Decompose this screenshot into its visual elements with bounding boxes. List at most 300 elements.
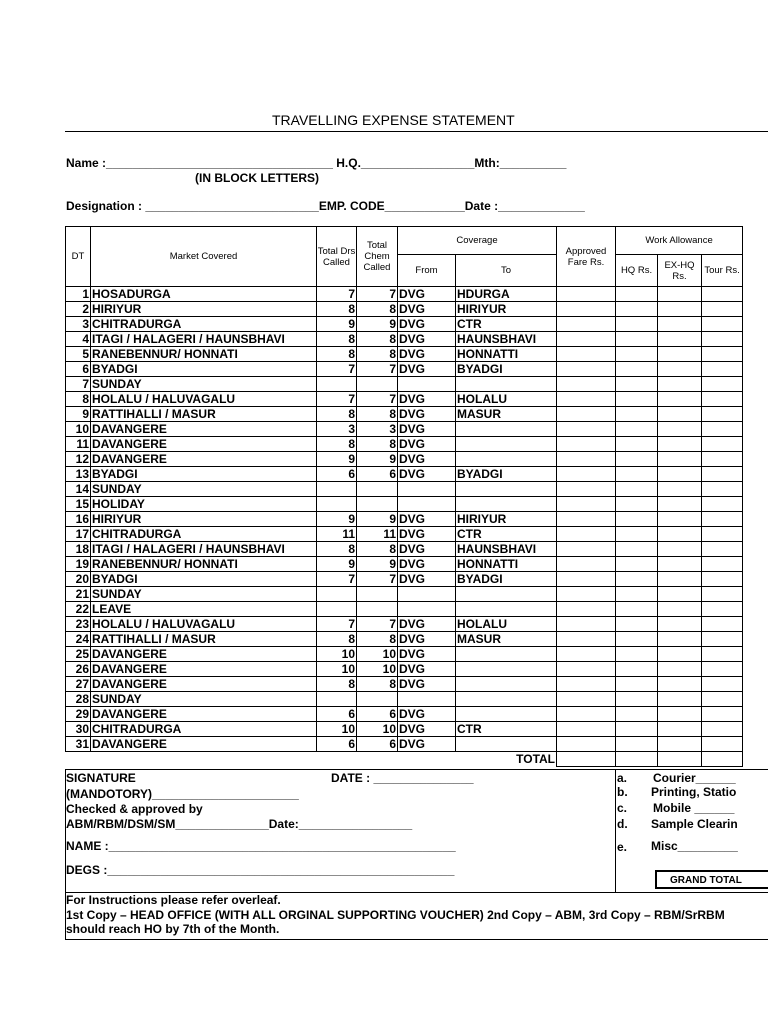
cell-hq (616, 377, 658, 392)
cell-dt: 24 (66, 632, 91, 647)
cell-fare (557, 527, 616, 542)
cell-tour (702, 587, 743, 602)
cell-exhq (658, 737, 702, 752)
cell-to: HIRIYUR (456, 302, 557, 317)
col-header-to: To (456, 255, 557, 287)
cell-to: HOLALU (456, 392, 557, 407)
table-row (66, 602, 743, 617)
cell-hq (616, 302, 658, 317)
cell-market: CHITRADURGA (91, 527, 317, 542)
cell-market: RANEBENNUR/ HONNATI (91, 347, 317, 362)
cell-from: DVG (398, 437, 456, 452)
cell-chem: 8 (357, 632, 398, 647)
cell-hq (616, 362, 658, 377)
cell-fare (557, 482, 616, 497)
cell-chem: 6 (357, 467, 398, 482)
item-b-letter: b. (617, 785, 628, 799)
col-header-fare: Approved Fare Rs. (557, 227, 616, 287)
footer-instructions: For Instructions please refer overleaf. (66, 893, 281, 907)
cell-dt: 7 (66, 377, 91, 392)
cell-exhq (658, 557, 702, 572)
cell-tour (702, 557, 743, 572)
table-row (66, 542, 743, 557)
cell-hq (616, 572, 658, 587)
item-d-letter: d. (617, 817, 628, 831)
cell-exhq (658, 632, 702, 647)
cell-chem: 6 (357, 707, 398, 722)
cell-from: DVG (398, 572, 456, 587)
cell-dt: 9 (66, 407, 91, 422)
cell-dt: 29 (66, 707, 91, 722)
cell-market: DAVANGERE (91, 437, 317, 452)
footer-copies: 1st Copy – HEAD OFFICE (WITH ALL ORGINAL SUPPORTING VOUCHER) 2nd Copy – ABM, 3rd Copy – RBM/SrRBM (66, 908, 725, 922)
cell-chem: 10 (357, 647, 398, 662)
cell-market: SUNDAY (91, 377, 317, 392)
cell-chem: 9 (357, 512, 398, 527)
cell-tour (702, 302, 743, 317)
name-hq-month-line: Name :__________________________________ H.Q._________________Mth:__________ (66, 156, 567, 170)
page-title: TRAVELLING EXPENSE STATEMENT (272, 112, 515, 128)
cell-to (456, 662, 557, 677)
cell-drs: 6 (317, 737, 357, 752)
col-header-drs: Total Drs Called (317, 227, 357, 287)
cell-hq (616, 467, 658, 482)
cell-market: RANEBENNUR/ HONNATI (91, 557, 317, 572)
cell-hq (616, 452, 658, 467)
cell-drs: 8 (317, 632, 357, 647)
cell-from: DVG (398, 662, 456, 677)
cell-tour (702, 287, 743, 302)
cell-chem: 11 (357, 527, 398, 542)
cell-tour (702, 677, 743, 692)
cell-dt: 6 (66, 362, 91, 377)
cell-fare (557, 347, 616, 362)
cell-drs: 10 (317, 647, 357, 662)
cell-hq (616, 512, 658, 527)
cell-to: HAUNSBHAVI (456, 542, 557, 557)
cell-to: HIRIYUR (456, 512, 557, 527)
table-row (66, 557, 743, 572)
cell-tour (702, 542, 743, 557)
cell-fare (557, 572, 616, 587)
total-label: TOTAL (66, 752, 557, 767)
cell-tour (702, 662, 743, 677)
cell-hq (616, 617, 658, 632)
cell-exhq (658, 317, 702, 332)
cell-fare (557, 557, 616, 572)
cell-hq (616, 707, 658, 722)
cell-drs (317, 482, 357, 497)
cell-dt: 2 (66, 302, 91, 317)
cell-from: DVG (398, 407, 456, 422)
cell-market: RATTIHALLI / MASUR (91, 407, 317, 422)
table-row (66, 377, 743, 392)
cell-from: DVG (398, 737, 456, 752)
cell-drs: 8 (317, 302, 357, 317)
cell-from: DVG (398, 392, 456, 407)
cell-hq (616, 722, 658, 737)
cell-dt: 19 (66, 557, 91, 572)
cell-drs: 9 (317, 512, 357, 527)
cell-tour (702, 407, 743, 422)
cell-exhq (658, 452, 702, 467)
checked-approved-label: Checked & approved by (66, 802, 203, 816)
col-header-exhq: EX-HQ Rs. (658, 255, 702, 287)
cell-from: DVG (398, 617, 456, 632)
cell-exhq (658, 407, 702, 422)
cell-fare (557, 392, 616, 407)
cell-chem (357, 482, 398, 497)
cell-from: DVG (398, 362, 456, 377)
cell-to (456, 707, 557, 722)
cell-dt: 13 (66, 467, 91, 482)
table-row (66, 617, 743, 632)
signature-label: SIGNATURE (66, 771, 136, 785)
cell-to: HDURGA (456, 287, 557, 302)
cell-to: CTR (456, 317, 557, 332)
cell-to (456, 602, 557, 617)
cell-exhq (658, 692, 702, 707)
cell-from: DVG (398, 302, 456, 317)
col-header-tour: Tour Rs. (702, 255, 743, 287)
table-body (66, 287, 743, 767)
cell-market: DAVANGERE (91, 662, 317, 677)
cell-to: CTR (456, 527, 557, 542)
cell-dt: 31 (66, 737, 91, 752)
cell-from: DVG (398, 512, 456, 527)
cell-fare (557, 497, 616, 512)
cell-to (456, 437, 557, 452)
signature-date-field: DATE : _______________ (331, 771, 474, 785)
cell-from: DVG (398, 347, 456, 362)
cell-to (456, 497, 557, 512)
cell-exhq (658, 617, 702, 632)
cell-market: RATTIHALLI / MASUR (91, 632, 317, 647)
cell-from: DVG (398, 452, 456, 467)
cell-chem: 8 (357, 542, 398, 557)
cell-dt: 25 (66, 647, 91, 662)
cell-chem (357, 377, 398, 392)
cell-tour (702, 722, 743, 737)
cell-to: BYADGI (456, 467, 557, 482)
cell-to (456, 692, 557, 707)
cell-tour (702, 647, 743, 662)
cell-chem: 8 (357, 407, 398, 422)
cell-to (456, 377, 557, 392)
cell-fare (557, 602, 616, 617)
cell-dt: 28 (66, 692, 91, 707)
cell-fare (557, 332, 616, 347)
cell-to: HONNATTI (456, 347, 557, 362)
table-row (66, 587, 743, 602)
cell-tour (702, 422, 743, 437)
cell-dt: 30 (66, 722, 91, 737)
cell-chem: 9 (357, 317, 398, 332)
cell-fare (557, 452, 616, 467)
cell-drs (317, 497, 357, 512)
cell-exhq (658, 287, 702, 302)
cell-dt: 27 (66, 677, 91, 692)
cell-market: DAVANGERE (91, 737, 317, 752)
cell-drs: 10 (317, 722, 357, 737)
cell-from: DVG (398, 317, 456, 332)
cell-hq (616, 677, 658, 692)
cell-chem (357, 602, 398, 617)
cell-tour (702, 482, 743, 497)
cell-chem: 10 (357, 662, 398, 677)
cell-from: DVG (398, 332, 456, 347)
cell-dt: 20 (66, 572, 91, 587)
cell-tour (702, 737, 743, 752)
expense-table (65, 226, 743, 767)
cell-dt: 22 (66, 602, 91, 617)
cell-drs (317, 587, 357, 602)
cell-tour (702, 602, 743, 617)
cell-chem (357, 497, 398, 512)
cell-market: LEAVE (91, 602, 317, 617)
col-header-from: From (398, 255, 456, 287)
item-courier: Courier______ (653, 771, 736, 785)
cell-hq (616, 692, 658, 707)
table-row (66, 332, 743, 347)
table-row (66, 287, 743, 302)
cell-hq (616, 587, 658, 602)
table-row (66, 527, 743, 542)
table-row (66, 437, 743, 452)
cell-exhq (658, 437, 702, 452)
cell-market: HOSADURGA (91, 287, 317, 302)
cell-exhq (658, 422, 702, 437)
table-row (66, 422, 743, 437)
cell-hq (616, 557, 658, 572)
cell-chem: 3 (357, 422, 398, 437)
cell-chem: 10 (357, 722, 398, 737)
cell-chem: 7 (357, 287, 398, 302)
footer-deadline: should reach HO by 7th of the Month. (66, 922, 280, 936)
cell-from: DVG (398, 647, 456, 662)
cell-hq (616, 332, 658, 347)
table-row (66, 572, 743, 587)
designation-empcode-date-line: Designation : __________________________EMP. CODE____________Date :_____________ (66, 199, 585, 213)
cell-hq (616, 662, 658, 677)
cell-tour (702, 347, 743, 362)
cell-exhq (658, 707, 702, 722)
cell-fare (557, 287, 616, 302)
table-row (66, 407, 743, 422)
cell-tour (702, 497, 743, 512)
cell-drs (317, 377, 357, 392)
col-header-market: Market Covered (91, 227, 317, 287)
cell-fare (557, 512, 616, 527)
cell-market: CHITRADURGA (91, 722, 317, 737)
cell-drs: 6 (317, 467, 357, 482)
cell-drs: 10 (317, 662, 357, 677)
cell-exhq (658, 662, 702, 677)
cell-from (398, 377, 456, 392)
cell-market: HOLALU / HALUVAGALU (91, 392, 317, 407)
cell-hq (616, 737, 658, 752)
col-header-chem: Total Chem Called (357, 227, 398, 287)
cell-chem: 9 (357, 557, 398, 572)
cell-dt: 14 (66, 482, 91, 497)
grand-total-box: GRAND TOTAL (655, 870, 768, 889)
cell-tour (702, 437, 743, 452)
table-row (66, 677, 743, 692)
approver-date-field: ABM/RBM/DSM/SM______________Date:_________________ (66, 817, 413, 831)
cell-hq (616, 482, 658, 497)
cell-to (456, 587, 557, 602)
cell-to: BYADGI (456, 362, 557, 377)
cell-to (456, 737, 557, 752)
cell-hq (616, 407, 658, 422)
cell-to: HAUNSBHAVI (456, 332, 557, 347)
cell-tour (702, 332, 743, 347)
title-underline (65, 131, 768, 132)
cell-tour (702, 317, 743, 332)
cell-chem: 7 (357, 617, 398, 632)
cell-tour (702, 632, 743, 647)
cell-from: DVG (398, 467, 456, 482)
table-row (66, 452, 743, 467)
item-mobile: Mobile ______ (653, 801, 735, 815)
cell-tour (702, 692, 743, 707)
cell-drs: 8 (317, 347, 357, 362)
cell-fare (557, 632, 616, 647)
cell-market: DAVANGERE (91, 707, 317, 722)
cell-chem (357, 587, 398, 602)
cell-market: BYADGI (91, 572, 317, 587)
cell-drs: 8 (317, 332, 357, 347)
cell-exhq (658, 542, 702, 557)
cell-chem: 8 (357, 332, 398, 347)
cell-drs: 8 (317, 542, 357, 557)
cell-drs: 9 (317, 317, 357, 332)
cell-market: SUNDAY (91, 692, 317, 707)
cell-hq (616, 422, 658, 437)
cell-market: HOLALU / HALUVAGALU (91, 617, 317, 632)
item-printing: Printing, Statio (651, 785, 737, 799)
cell-hq (616, 287, 658, 302)
cell-market: SUNDAY (91, 587, 317, 602)
cell-from (398, 587, 456, 602)
cell-dt: 1 (66, 287, 91, 302)
cell-chem: 6 (357, 737, 398, 752)
cell-from: DVG (398, 707, 456, 722)
cell-hq (616, 347, 658, 362)
cell-fare (557, 302, 616, 317)
table-row (66, 317, 743, 332)
cell-to (456, 647, 557, 662)
cell-hq (616, 437, 658, 452)
col-header-coverage: Coverage (398, 227, 557, 255)
cell-hq (616, 392, 658, 407)
cell-exhq (658, 362, 702, 377)
cell-exhq (658, 722, 702, 737)
block-letters-note: (IN BLOCK LETTERS) (195, 171, 319, 185)
cell-fare (557, 542, 616, 557)
cell-exhq (658, 347, 702, 362)
cell-exhq (658, 332, 702, 347)
cell-to: BYADGI (456, 572, 557, 587)
cell-hq (616, 497, 658, 512)
cell-to (456, 677, 557, 692)
table-row (66, 737, 743, 752)
name-field: NAME :____________________________________________________ (66, 839, 456, 853)
cell-hq (616, 527, 658, 542)
item-a-letter: a. (617, 771, 628, 785)
cell-from (398, 602, 456, 617)
table-row (66, 632, 743, 647)
cell-tour (702, 512, 743, 527)
item-sample-clearing: Sample Clearin (651, 817, 738, 831)
cell-fare (557, 617, 616, 632)
total-row (66, 752, 743, 767)
cell-fare (557, 437, 616, 452)
cell-exhq (658, 302, 702, 317)
cell-drs: 11 (317, 527, 357, 542)
table-row (66, 662, 743, 677)
cell-fare (557, 317, 616, 332)
cell-market: DAVANGERE (91, 677, 317, 692)
cell-from (398, 482, 456, 497)
item-c-letter: c. (617, 801, 628, 815)
total-cell (557, 752, 616, 767)
item-e-letter: e. (617, 840, 628, 854)
cell-market: BYADGI (91, 362, 317, 377)
table-row (66, 347, 743, 362)
cell-tour (702, 707, 743, 722)
cell-exhq (658, 467, 702, 482)
cell-dt: 5 (66, 347, 91, 362)
cell-fare (557, 707, 616, 722)
cell-tour (702, 572, 743, 587)
cell-from: DVG (398, 287, 456, 302)
cell-fare (557, 587, 616, 602)
cell-chem: 8 (357, 437, 398, 452)
cell-from: DVG (398, 542, 456, 557)
cell-dt: 21 (66, 587, 91, 602)
cell-tour (702, 392, 743, 407)
cell-tour (702, 467, 743, 482)
total-cell (616, 752, 658, 767)
cell-drs: 7 (317, 572, 357, 587)
cell-drs: 7 (317, 287, 357, 302)
cell-drs: 9 (317, 557, 357, 572)
cell-dt: 10 (66, 422, 91, 437)
cell-exhq (658, 497, 702, 512)
cell-fare (557, 362, 616, 377)
cell-from: DVG (398, 677, 456, 692)
cell-to: MASUR (456, 632, 557, 647)
cell-fare (557, 692, 616, 707)
cell-exhq (658, 677, 702, 692)
cell-market: ITAGI / HALAGERI / HAUNSBHAVI (91, 332, 317, 347)
table-row (66, 647, 743, 662)
cell-from: DVG (398, 527, 456, 542)
cell-exhq (658, 527, 702, 542)
table-row (66, 722, 743, 737)
cell-chem: 8 (357, 677, 398, 692)
cell-drs: 6 (317, 707, 357, 722)
degs-field: DEGS :____________________________________________________ (66, 863, 455, 877)
total-cell (658, 752, 702, 767)
cell-chem: 9 (357, 452, 398, 467)
cell-market: ITAGI / HALAGERI / HAUNSBHAVI (91, 542, 317, 557)
table-row (66, 482, 743, 497)
cell-to: HONNATTI (456, 557, 557, 572)
cell-exhq (658, 587, 702, 602)
table-row (66, 692, 743, 707)
